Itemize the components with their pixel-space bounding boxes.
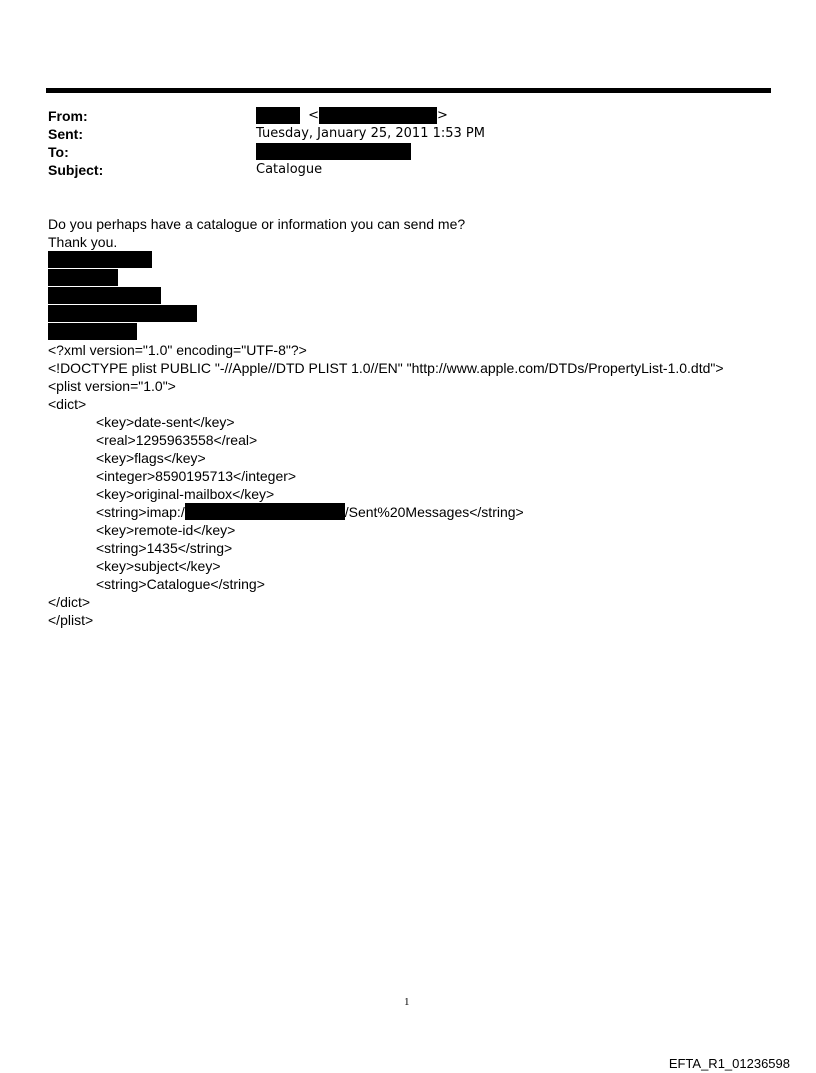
body-line-2: Thank you. [48, 234, 118, 250]
subject-row [48, 161, 748, 179]
imap-suffix: /Sent%20Messages</string> [344, 504, 524, 520]
redacted-signature-line [48, 323, 137, 340]
sent-label: Sent: [48, 126, 83, 142]
imap-string-line [96, 503, 524, 521]
from-lt: < [308, 108, 320, 123]
from-row [48, 107, 748, 125]
from-value [256, 107, 448, 125]
plist-open: <plist version="1.0"> [48, 378, 176, 394]
subject-value: Catalogue [256, 162, 323, 177]
sent-value: Tuesday, January 25, 2011 1:53 PM [256, 126, 485, 141]
redacted-signature-line [48, 287, 161, 304]
plist-entry: <key>date-sent</key> [96, 414, 235, 430]
dict-open: <dict> [48, 396, 87, 412]
redacted-signature-line [48, 269, 118, 286]
plist-entry: <integer>8590195713</integer> [96, 468, 297, 484]
to-value [256, 143, 411, 161]
body-line-1: Do you perhaps have a catalogue or information you can send me? [48, 216, 466, 232]
redacted-signature-line [48, 251, 152, 268]
plist-entry: <string>1435</string> [96, 540, 233, 556]
from-gt: > [437, 108, 448, 123]
header-rule [46, 88, 771, 93]
from-label: From: [48, 108, 88, 124]
redacted-recipient [256, 143, 411, 160]
doctype-line: <!DOCTYPE plist PUBLIC "-//Apple//DTD PLIST 1.0//EN" "http://www.apple.com/DTDs/PropertyList-1.0.dtd"> [48, 360, 724, 376]
redacted-signature-line [48, 305, 197, 322]
imap-prefix: <string>imap:/ [96, 504, 185, 520]
dict-close: </dict> [48, 594, 91, 610]
sent-row [48, 125, 748, 143]
plist-entry: <key>original-mailbox</key> [96, 486, 275, 502]
subject-label: Subject: [48, 162, 104, 178]
plist-entry: <key>subject</key> [96, 558, 221, 574]
plist-entry: <key>flags</key> [96, 450, 206, 466]
plist-entry: <real>1295963558</real> [96, 432, 258, 448]
redacted-sender-name [256, 107, 300, 124]
page-number: 1 [404, 996, 410, 1008]
xml-declaration: <?xml version="1.0" encoding="UTF-8"?> [48, 342, 307, 358]
to-row [48, 143, 748, 161]
plist-close: </plist> [48, 612, 94, 628]
redacted-imap-path [185, 503, 345, 520]
plist-entry: <string>Catalogue</string> [96, 576, 265, 592]
to-label: To: [48, 144, 69, 160]
document-id: EFTA_R1_01236598 [668, 1056, 790, 1071]
plist-entry: <key>remote-id</key> [96, 522, 236, 538]
redacted-sender-email [319, 107, 437, 124]
